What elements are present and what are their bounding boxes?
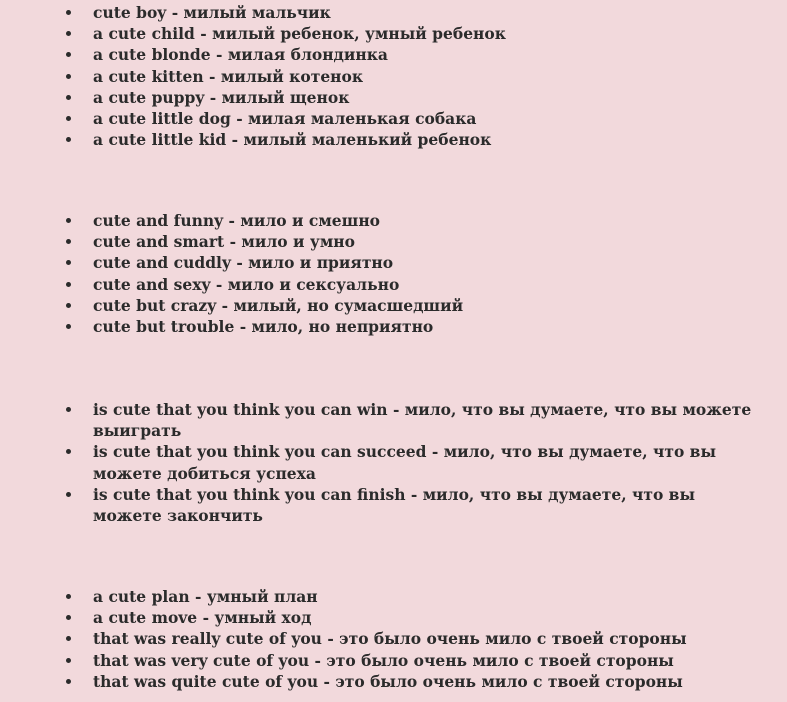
list-item: cute and sexy - мило и сексуально	[66, 274, 756, 295]
list-item: is cute that you think you can succeed - мило, что вы думаете, что вы можете добиться успеха	[66, 441, 756, 483]
list-item: a cute move - умный ход	[66, 607, 756, 628]
list-item: cute and funny - мило и смешно	[66, 210, 756, 231]
list-item: a cute blonde - милая блондинка	[66, 44, 756, 65]
phrase-group-cute-nouns	[66, 2, 756, 150]
list-item: cute but crazy - милый, но сумасшедший	[66, 295, 756, 316]
list-item: a cute plan - умный план	[66, 586, 756, 607]
list-item: a cute child - милый ребенок, умный ребенок	[66, 23, 756, 44]
phrase-group-cute-of-you	[66, 586, 756, 692]
list-item: cute but trouble - мило, но неприятно	[66, 316, 756, 337]
list-item: cute and smart - мило и умно	[66, 231, 756, 252]
list-item: that was really cute of you - это было очень мило с твоей стороны	[66, 628, 756, 649]
list-item: a cute kitten - милый котенок	[66, 66, 756, 87]
list-item: cute and cuddly - мило и приятно	[66, 252, 756, 273]
list-item: a cute puppy - милый щенок	[66, 87, 756, 108]
list-item: is cute that you think you can win - мило, что вы думаете, что вы можете выиграть	[66, 399, 756, 441]
list-item: is cute that you think you can finish - мило, что вы думаете, что вы можете закончить	[66, 484, 756, 526]
list-item: that was very cute of you - это было очень мило с твоей стороны	[66, 650, 756, 671]
list-item: a cute little dog - милая маленькая собака	[66, 108, 756, 129]
phrase-group-cute-and	[66, 210, 756, 337]
phrase-group-is-cute-that	[66, 399, 756, 526]
list-item: that was quite cute of you - это было очень мило с твоей стороны	[66, 671, 756, 692]
list-item: cute boy - милый мальчик	[66, 2, 756, 23]
list-item: a cute little kid - милый маленький ребенок	[66, 129, 756, 150]
